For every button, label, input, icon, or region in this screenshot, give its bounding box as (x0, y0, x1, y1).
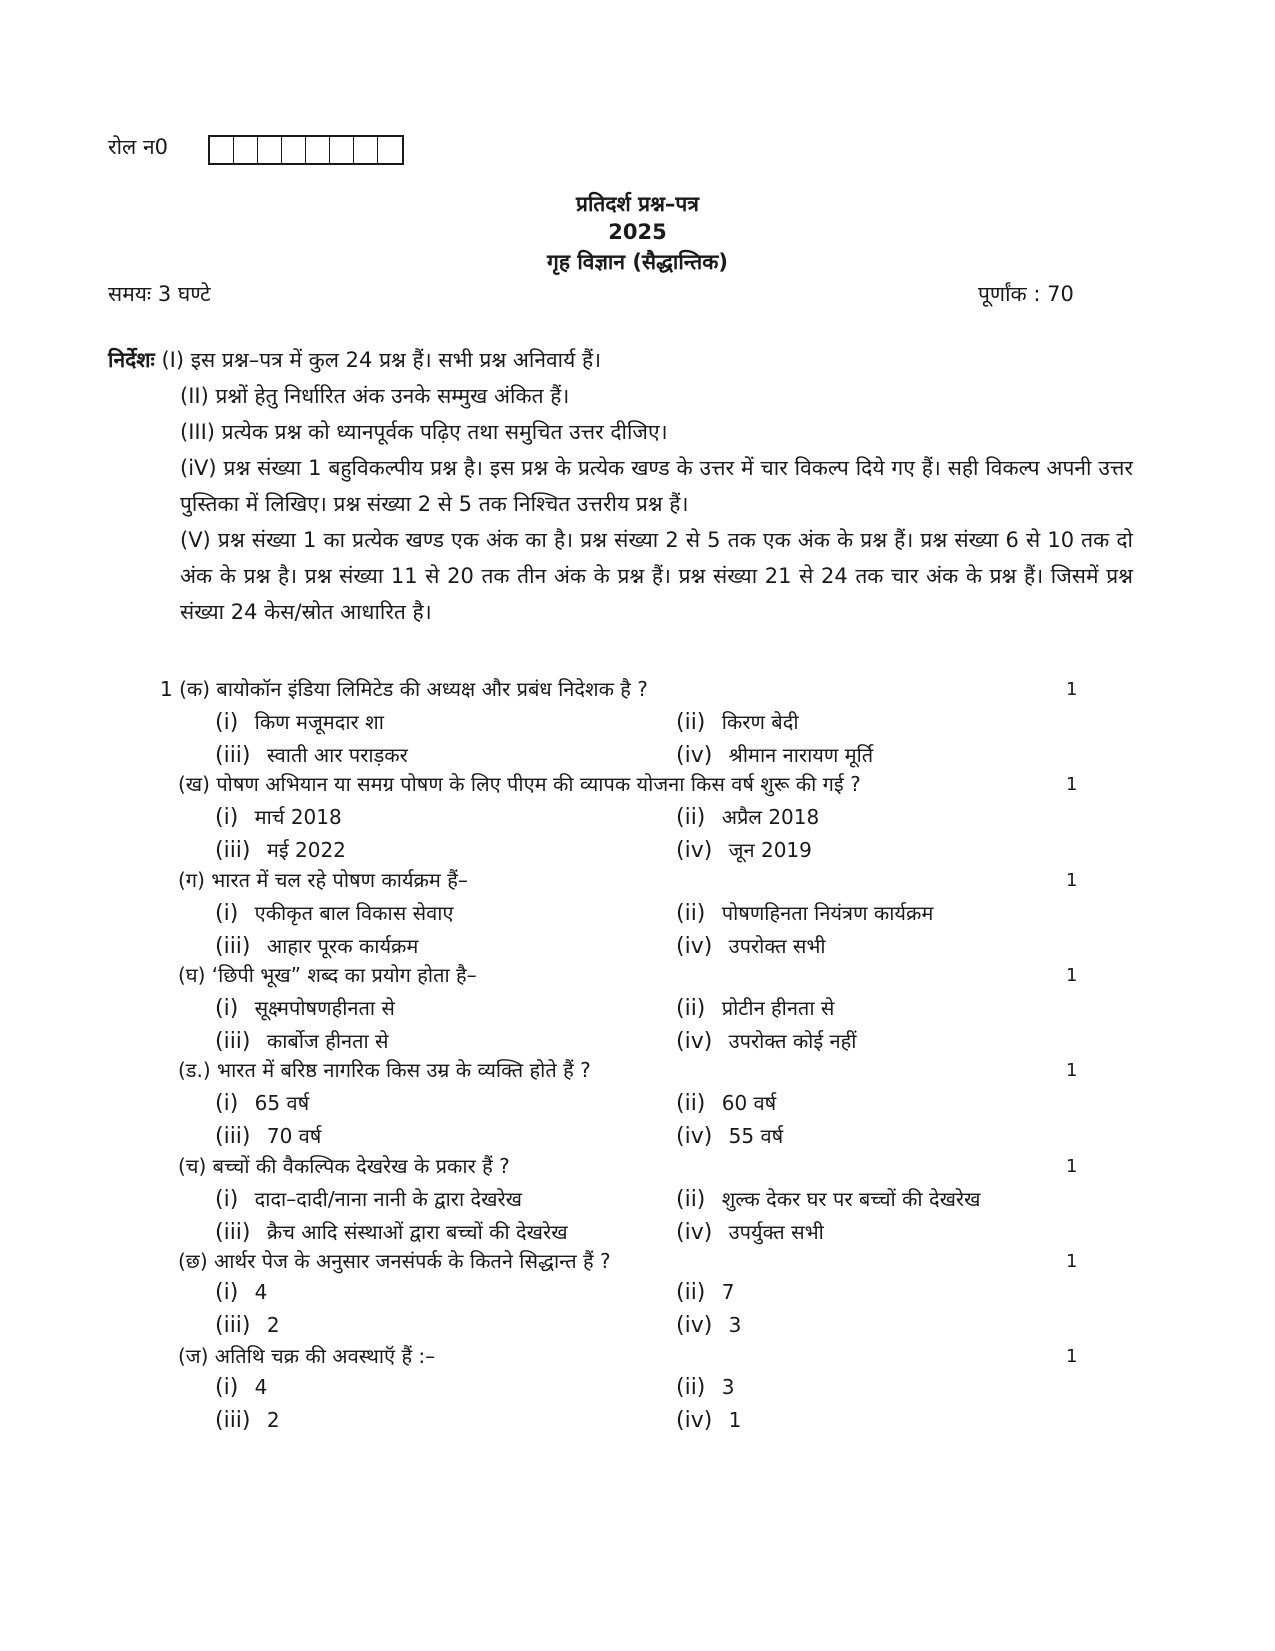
answer-option (676, 899, 933, 926)
paper-year: 2025 (608, 220, 667, 244)
paper-subject: गृह विज्ञान (सैद्धान्तिक) (547, 250, 728, 274)
maximum-marks: पूर्णांक : 70 (978, 282, 1074, 306)
option-text: 3 (715, 1375, 735, 1400)
roll-number-label: रोल न0 (108, 135, 168, 159)
option-text: मई 2022 (260, 838, 346, 863)
option-text: 3 (722, 1312, 742, 1337)
option-text: किण मजूमदार शा (248, 710, 384, 734)
option-text: सूक्ष्मपोषणहीनता से (248, 995, 395, 1020)
option-number: (i) (215, 805, 239, 831)
instruction-text: (I) इस प्रश्न–पत्र में कुल 24 प्रश्न हैं। सभी प्रश्न अनिवार्य हैं। (161, 348, 602, 372)
option-number: (iv) (676, 1124, 713, 1150)
option-number: (iv) (676, 933, 713, 959)
option-text: उपरोक्त कोई नहीं (722, 1028, 857, 1053)
roll-digit-box[interactable] (330, 137, 354, 163)
option-number: (iv) (676, 1219, 713, 1245)
answer-option (676, 1408, 741, 1433)
option-number: (iv) (676, 743, 713, 768)
answer-option (215, 1375, 267, 1400)
question-stem: (ड.) भारत में बरिष्ठ नागरिक किस उम्र के व्यक्ति होते हैं ? (178, 1058, 591, 1083)
answer-option (676, 932, 826, 959)
option-text: प्रोटीन हीनता से (715, 995, 835, 1020)
option-text: 7 (715, 1279, 735, 1304)
option-number: (i) (215, 1186, 239, 1212)
answer-option (676, 741, 873, 768)
answer-option (676, 1027, 856, 1054)
option-text: 55 वर्ष (722, 1124, 784, 1149)
option-number: (i) (215, 1375, 239, 1401)
option-text: दादा–दादी/नाना नानी के द्वारा देखरेख (248, 1186, 523, 1211)
roll-digit-box[interactable] (234, 137, 258, 163)
roll-digit-box[interactable] (282, 137, 306, 163)
option-number: (ii) (676, 900, 706, 926)
answer-option (676, 1185, 980, 1212)
answer-option (215, 741, 408, 768)
instruction-item: (III) प्रत्येक प्रश्न को ध्यानपूर्वक पढ़िए तथा समुचित उत्तर दीजिए। (180, 420, 668, 444)
option-number: (i) (215, 1279, 239, 1305)
answer-option (676, 1089, 776, 1116)
answer-option (215, 1280, 267, 1305)
question-stem: (छ) आर्थर पेज के अनुसार जनसंपर्क के कितने सिद्धान्त हैं ? (178, 1248, 611, 1273)
answer-option (676, 1375, 734, 1400)
answer-option (215, 1218, 568, 1245)
option-text: पोषणहिनता नियंत्रण कार्यक्रम (715, 900, 934, 925)
question-marks: 1 (1066, 1250, 1078, 1272)
option-number: (ii) (676, 995, 706, 1021)
roll-digit-box[interactable] (306, 137, 330, 163)
question-marks: 1 (1066, 774, 1078, 796)
roll-digit-box[interactable] (354, 137, 378, 163)
answer-option (215, 932, 418, 959)
option-text: स्वाती आर पराड़कर (260, 743, 408, 767)
option-text: 70 वर्ष (260, 1124, 322, 1149)
answer-option (215, 708, 384, 735)
answer-option (676, 1280, 734, 1305)
roll-number-boxes[interactable] (208, 135, 404, 165)
option-text: एकीकृत बाल विकास सेवाए (248, 900, 454, 925)
option-number: (iv) (676, 1312, 713, 1338)
option-text: 2 (260, 1408, 280, 1433)
option-number: (iii) (215, 1028, 251, 1054)
option-text: उपर्युक्त सभी (722, 1219, 824, 1244)
instruction-item: (iV) प्रश्न संख्या 1 बहुविकल्पीय प्रश्न है। इस प्रश्न के प्रत्येक खण्ड के उत्तर में चार विकल्प दिये गए हैं। सही विकल्प अपनी उत्तर पुस्तिका में लिखिए। प्रश्न संख्या 2 से 5 तक निश्चित उत्तरीय प्रश्न हैं। (180, 456, 1133, 516)
answer-option (676, 1122, 783, 1149)
answer-option (676, 994, 834, 1021)
question-marks: 1 (1066, 1155, 1078, 1177)
option-number: (iv) (676, 838, 713, 864)
answer-option (215, 1122, 321, 1149)
paper-title: प्रतिदर्श प्रश्न–पत्र (576, 192, 699, 216)
option-text: 60 वर्ष (715, 1091, 777, 1116)
answer-option (215, 1313, 280, 1338)
instruction-item: (V) प्रश्न संख्या 1 का प्रत्येक खण्ड एक अंक का है। प्रश्न संख्या 2 से 5 तक एक अंक के प्रश्न हैं। प्रश्न संख्या 6 से 10 तक दो अंक के प्रश्न है। प्रश्न संख्या 11 से 20 तक तीन अंक के प्रश्न हैं। प्रश्न संख्या 21 से 24 तक चार अंक के प्रश्न हैं। जिसमें प्रश्न संख्या 24 केस/स्रोत आधारित है। (180, 528, 1133, 624)
question-marks: 1 (1066, 869, 1078, 891)
instructions-heading: निर्देशः (108, 348, 155, 372)
question-stem: 1 (क) बायोकॉन इंडिया लिमिटेड की अध्यक्ष और प्रबंध निदेशक है ? (160, 677, 648, 701)
answer-option (676, 803, 819, 830)
answer-option (215, 1027, 389, 1054)
roll-digit-box[interactable] (378, 137, 402, 163)
answer-option (215, 1185, 522, 1212)
option-text: जून 2019 (722, 838, 812, 863)
option-number: (i) (215, 900, 239, 926)
option-number: (ii) (676, 1186, 706, 1212)
option-number: (iii) (215, 933, 251, 959)
option-text: शुल्क देकर घर पर बच्चों की देखरेख (715, 1186, 981, 1211)
option-text: 4 (248, 1375, 268, 1400)
instruction-item: (II) प्रश्नों हेतु निर्धारित अंक उनके सम्मुख अंकित हैं। (180, 384, 570, 408)
question-stem: (ग) भारत में चल रहे पोषण कार्यक्रम हैं– (178, 867, 468, 892)
question-marks: 1 (1066, 679, 1078, 700)
answer-option (215, 1089, 309, 1116)
answer-option (215, 836, 346, 863)
question-stem: (ख) पोषण अभियान या समग्र पोषण के लिए पीएम की व्यापक योजना किस वर्ष शुरू की गई ? (178, 772, 861, 797)
option-number: (iii) (215, 838, 251, 864)
option-number: (iv) (676, 1028, 713, 1054)
option-text: श्रीमान नारायण मूर्ति (722, 743, 874, 767)
answer-option (215, 994, 395, 1021)
answer-option (676, 708, 799, 735)
option-number: (iv) (676, 1408, 713, 1434)
option-text: 4 (248, 1279, 268, 1304)
option-number: (i) (215, 995, 239, 1021)
option-number: (iii) (215, 743, 251, 768)
option-number: (iii) (215, 1312, 251, 1338)
answer-option (215, 1408, 280, 1433)
roll-digit-box[interactable] (210, 137, 234, 163)
option-text: 65 वर्ष (248, 1091, 310, 1116)
question-stem: (ज) अतिथि चक्र की अवस्थाऍ हैं :– (178, 1344, 436, 1369)
option-text: आहार पूरक कार्यक्रम (260, 933, 419, 958)
option-number: (ii) (676, 1279, 706, 1305)
option-text: किरण बेदी (715, 710, 799, 734)
answer-option (676, 1313, 741, 1338)
option-text: मार्च 2018 (248, 805, 342, 830)
answer-option (676, 836, 812, 863)
option-number: (ii) (676, 1375, 706, 1401)
option-text: 1 (722, 1408, 742, 1433)
question-marks: 1 (1066, 1346, 1078, 1368)
option-number: (ii) (676, 805, 706, 831)
answer-option (215, 899, 453, 926)
option-text: कार्बोज हीनता से (260, 1028, 389, 1053)
time-allowed: समयः 3 घण्टे (108, 282, 211, 306)
option-number: (ii) (676, 710, 706, 735)
question-stem: (घ) ‘छिपी भूख” शब्द का प्रयोग होता है– (178, 962, 477, 987)
answer-option (215, 803, 342, 830)
option-number: (i) (215, 1091, 239, 1117)
instruction-item (108, 342, 1133, 378)
answer-option (676, 1218, 824, 1245)
option-number: (iii) (215, 1219, 251, 1245)
instructions-block (108, 342, 1133, 630)
option-text: अप्रैल 2018 (715, 805, 820, 830)
option-number: (iii) (215, 1124, 251, 1150)
option-text: 2 (260, 1312, 280, 1337)
option-text: क्रैच आदि संस्थाओं द्वारा बच्चों की देखरेख (260, 1219, 568, 1244)
option-number: (ii) (676, 1091, 706, 1117)
option-text: उपरोक्त सभी (722, 933, 826, 958)
option-number: (i) (215, 710, 239, 735)
question-stem: (च) बच्चों की वैकल्पिक देखरेख के प्रकार हैं ? (178, 1153, 510, 1178)
question-marks: 1 (1066, 1060, 1078, 1082)
roll-digit-box[interactable] (258, 137, 282, 163)
question-marks: 1 (1066, 964, 1078, 986)
option-number: (iii) (215, 1408, 251, 1434)
